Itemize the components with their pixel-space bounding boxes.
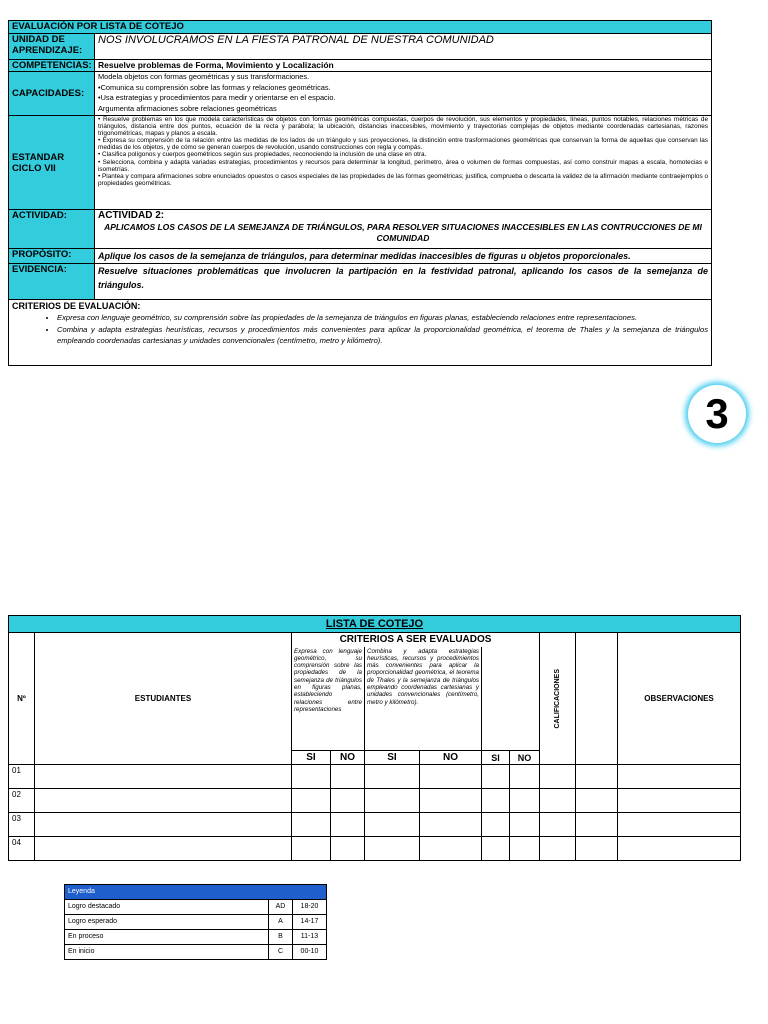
- estandar-item: • Selecciona, combina y adapta variadas estrategias, procedimientos y recursos para determinar la longitud, perímetro, área o volumen de formas compuestas, así como construir mapas a escala, homotecias e isometrías.: [98, 158, 708, 173]
- criterio-2-header: Combina y adapta estrategias heurísticas, recursos y procedimientos más convenientes para aplicar la proporcionalidad geométrica, el teorema de Thales y la semejanza de triángulos empleando coordenadas cartesianas y unidades convencionales (centímetro, metro y kilómetro).: [365, 647, 482, 751]
- si-header: SI: [292, 751, 331, 765]
- evidencia-value: Resuelve situaciones problemáticas que involucren la partipación en la festividad patronal, aplicando los casos de la semejanza de triángulos.: [95, 264, 712, 300]
- legend-title: Leyenda: [65, 885, 327, 900]
- grade-cell[interactable]: [540, 765, 576, 789]
- capacidad-item: Argumenta afirmaciones sobre relaciones geométricas: [98, 103, 277, 113]
- criterios-header: CRITERIOS A SER EVALUADOS: [292, 633, 540, 647]
- legend-code: B: [269, 930, 293, 945]
- estandar-item: • Plantea y compara afirmaciones sobre enunciados opuestos o casos especiales de las propiedades de las formas geométricas; justifica, comprueba o descarta la validez de la afirmación mediante contraejemplos o propiedades geométricas.: [98, 172, 709, 187]
- evaluation-table: [8, 20, 712, 366]
- check-cell[interactable]: [420, 837, 482, 861]
- criterios-section: [9, 300, 712, 366]
- si-header: SI: [365, 751, 420, 765]
- check-cell[interactable]: [510, 837, 540, 861]
- capacidad-item: •Comunica su comprensión sobre las formas y relaciones geométricas.: [98, 82, 331, 92]
- check-cell[interactable]: [331, 837, 365, 861]
- estandar-item: • Clasifica polígonos y cuerpos geométricos según sus propiedades, reconociendo la inclusión de una clase en otra.: [98, 151, 427, 159]
- si-header: SI: [482, 751, 510, 765]
- check-cell[interactable]: [510, 765, 540, 789]
- legend-range: 00-10: [293, 945, 327, 960]
- legend-range: 18-20: [293, 900, 327, 915]
- legend-label: En inicio: [65, 945, 269, 960]
- check-cell[interactable]: [365, 789, 420, 813]
- table-row: [9, 837, 741, 861]
- col-calificaciones-header: [540, 633, 576, 765]
- legend-row: [65, 930, 327, 945]
- criterio-3-header: [482, 647, 540, 751]
- actividad-number: ACTIVIDAD 2:: [98, 210, 165, 221]
- estandar-label: ESTANDAR CICLO VII: [9, 116, 95, 210]
- evidencia-label: EVIDENCIA:: [9, 264, 95, 300]
- check-cell[interactable]: [482, 789, 510, 813]
- estandar-item: • Resuelve problemas en los que modela características de objetos con formas geométricas compuestas, cuerpos de revolución, sus elementos y propiedades, líneas, puntos notables, relaciones métricas de triángulos, distancia entre dos puntos, ecuación de la recta y parábola; la ubicación, distancias inaccesibles, movimiento y trayectorias complejas de objetos mediante coordenadas cartesianas, razones trigonométricas, mapas y planos a escala.: [98, 116, 709, 138]
- legend-row: [65, 900, 327, 915]
- legend-table: [64, 884, 327, 960]
- table-row: [9, 789, 741, 813]
- student-cell[interactable]: [35, 837, 292, 861]
- observation-cell[interactable]: [618, 789, 741, 813]
- legend-code: C: [269, 945, 293, 960]
- criterio-item: • Expresa con lenguaje geométrico, su comprensión sobre las propiedades de la semejanza de triángulos en figuras planas, estableciendo relaciones entre representaciones.: [57, 312, 708, 324]
- checklist-table: [8, 615, 741, 861]
- check-cell[interactable]: [365, 813, 420, 837]
- no-header: NO: [420, 751, 482, 765]
- table-row: [9, 765, 741, 789]
- grade-cell[interactable]: [540, 813, 576, 837]
- proposito-value: Aplique los casos de la semejanza de triángulos, para determinar medidas inaccesibles de figuras u objetos proporcionales.: [95, 249, 712, 264]
- col-observaciones-header: OBSERVACIONES: [618, 633, 741, 765]
- legend-row: [65, 945, 327, 960]
- page-number-badge: 3: [688, 385, 746, 443]
- estandar-item: • Expresa su comprensión de la relación entre las medidas de los lados de un triángulo y sus proyecciones, la distinción entre trasformaciones geométricas que conservan la forma de aquellas que conservan las medidas de los objetos, y de cómo se generan cuerpos de revolución, usando construcciones con regla y compás.: [98, 137, 709, 152]
- blank-cell[interactable]: [576, 837, 618, 861]
- capacidad-item: Modela objetos con formas geométricas y sus transformaciones.: [98, 72, 310, 81]
- no-header: NO: [510, 751, 540, 765]
- row-number: 01: [9, 765, 35, 789]
- check-cell[interactable]: [331, 789, 365, 813]
- table-row: [9, 813, 741, 837]
- check-cell[interactable]: [292, 789, 331, 813]
- grade-cell[interactable]: [540, 837, 576, 861]
- check-cell[interactable]: [510, 789, 540, 813]
- check-cell[interactable]: [292, 765, 331, 789]
- unidad-value: NOS INVOLUCRAMOS EN LA FIESTA PATRONAL DE NUESTRA COMUNIDAD: [95, 34, 712, 60]
- no-header: NO: [331, 751, 365, 765]
- blank-column-header: [576, 633, 618, 765]
- check-cell[interactable]: [365, 837, 420, 861]
- legend-range: 11-13: [293, 930, 327, 945]
- student-cell[interactable]: [35, 765, 292, 789]
- criterio-1-header: Expresa con lenguaje geométrico, su comprensión sobre las propiedades de la semejanza de triángulos en figuras planas, estableciendo relaciones entre representaciones: [292, 647, 365, 751]
- student-cell[interactable]: [35, 813, 292, 837]
- legend-label: En proceso: [65, 930, 269, 945]
- row-number: 03: [9, 813, 35, 837]
- competencias-value: Resuelve problemas de Forma, Movimiento y Localización: [95, 60, 712, 72]
- check-cell[interactable]: [365, 765, 420, 789]
- calificaciones-label: CALIFICACIONES: [554, 668, 561, 729]
- check-cell[interactable]: [482, 813, 510, 837]
- unidad-label: UNIDAD DE APRENDIZAJE:: [9, 34, 95, 60]
- check-cell[interactable]: [482, 837, 510, 861]
- legend-label: Logro destacado: [65, 900, 269, 915]
- check-cell[interactable]: [420, 813, 482, 837]
- check-cell[interactable]: [292, 813, 331, 837]
- proposito-label: PROPÓSITO:: [9, 249, 95, 264]
- legend-code: AD: [269, 900, 293, 915]
- grade-cell[interactable]: [540, 789, 576, 813]
- col-students-header: ESTUDIANTES: [35, 633, 292, 765]
- blank-cell[interactable]: [576, 813, 618, 837]
- student-cell[interactable]: [35, 789, 292, 813]
- criterios-list: [12, 312, 708, 347]
- check-cell[interactable]: [420, 765, 482, 789]
- observation-cell[interactable]: [618, 765, 741, 789]
- actividad-label: ACTIVIDAD:: [9, 210, 95, 249]
- check-cell[interactable]: [292, 837, 331, 861]
- legend-label: Logro esperado: [65, 915, 269, 930]
- criterios-label: CRITERIOS DE EVALUACIÓN:: [12, 301, 141, 311]
- legend-row: [65, 915, 327, 930]
- legend-code: A: [269, 915, 293, 930]
- blank-cell[interactable]: [576, 789, 618, 813]
- estandar-list: [95, 116, 712, 210]
- row-number: 04: [9, 837, 35, 861]
- row-number: 02: [9, 789, 35, 813]
- checklist-title: LISTA DE COTEJO: [9, 616, 741, 633]
- legend-range: 14-17: [293, 915, 327, 930]
- check-cell[interactable]: [331, 813, 365, 837]
- check-cell[interactable]: [331, 765, 365, 789]
- col-number-header: Nº: [9, 633, 35, 765]
- check-cell[interactable]: [420, 789, 482, 813]
- observation-cell[interactable]: [618, 813, 741, 837]
- competencias-label: COMPETENCIAS:: [9, 60, 95, 72]
- actividad-value: [95, 210, 712, 249]
- actividad-title: APLICAMOS LOS CASOS DE LA SEMEJANZA DE TRIÁNGULOS, PARA RESOLVER SITUACIONES INACCESIBLES EN LAS CONTRUCCIONES DE MI COMUNIDAD: [104, 222, 702, 243]
- check-cell[interactable]: [510, 813, 540, 837]
- capacidad-item: •Usa estrategias y procedimientos para medir y orientarse en el espacio.: [98, 93, 336, 102]
- capacidades-list: [95, 72, 712, 116]
- observation-cell[interactable]: [618, 837, 741, 861]
- evaluation-title: EVALUACIÓN POR LISTA DE COTEJO: [9, 21, 712, 34]
- blank-cell[interactable]: [576, 765, 618, 789]
- capacidades-label: CAPACIDADES:: [9, 72, 95, 116]
- criterio-item: • Combina y adapta estrategias heurísticas, recursos y procedimientos más convenientes para aplicar la proporcionalidad geométrica, el teorema de Thales y la semejanza de triángulos empleando coordenadas cartesianas y unidades convencionales (centímetro, metro y kilómetro).: [57, 324, 708, 347]
- check-cell[interactable]: [482, 765, 510, 789]
